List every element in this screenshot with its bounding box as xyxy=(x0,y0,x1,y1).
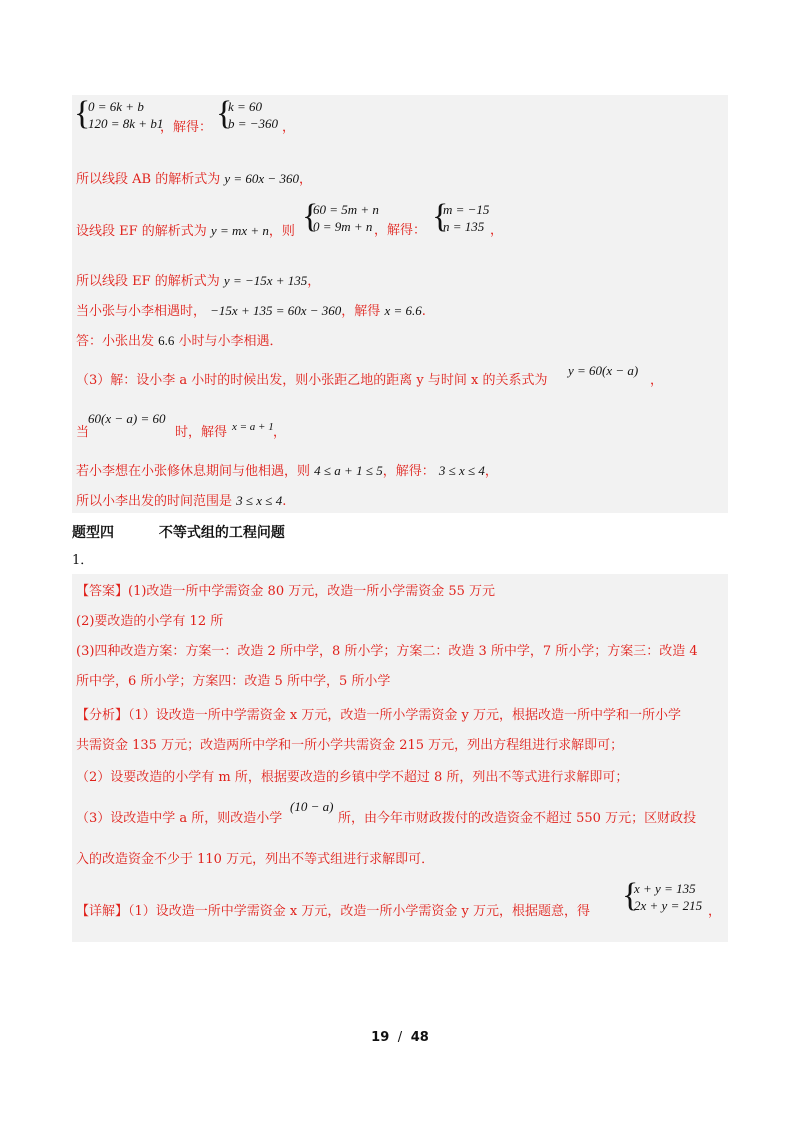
comma: ， xyxy=(650,373,664,388)
math: y = mx + n xyxy=(210,223,269,238)
equation-system-2 xyxy=(228,98,278,132)
page-number xyxy=(0,1030,800,1045)
math: y = 60(x − a) xyxy=(568,363,639,378)
answer-2: (2)要改造的小学有 12 所 xyxy=(76,614,224,629)
answer-1: 【答案】(1)改造一所中学需资金 80 万元，改造一所小学需资金 55 万元 xyxy=(76,584,496,599)
equation-system-3 xyxy=(313,201,379,235)
line-answer xyxy=(76,332,283,351)
brace-symbol: { xyxy=(302,198,319,235)
comma: ， xyxy=(273,425,287,440)
equation-system-1 xyxy=(88,98,163,132)
analysis-1a: 【分析】（1）设改造一所中学需资金 x 万元，改造一所小学需资金 y 万元，根据改造一所中学和一所小学 xyxy=(76,708,681,723)
math: 6.6 xyxy=(158,333,175,348)
line-ab xyxy=(76,170,312,189)
text: 小时与小李相遇． xyxy=(178,334,283,349)
comma: ， xyxy=(708,904,722,919)
solve-text: ，解得： xyxy=(160,120,213,135)
equation-line: 0 = 6k + b xyxy=(88,99,144,114)
text: 若小李想在小张修休息期间与他相遇，则 xyxy=(76,464,311,479)
brace-symbol: { xyxy=(216,95,233,132)
line-range xyxy=(76,492,286,511)
brace-symbol: { xyxy=(622,877,639,914)
text: 设线段 EF 的解析式为 xyxy=(76,224,207,239)
detail-text: 【详解】（1）设改造一所中学需资金 x 万元，改造一所小学需资金 y 万元，根据题意，得 xyxy=(76,904,590,919)
problem-number: 1． xyxy=(72,553,94,568)
current-page: 19 xyxy=(371,1030,390,1045)
equation-line: b = −360 xyxy=(228,116,279,131)
equation-line: 0 = 9m + n xyxy=(313,219,373,234)
total-pages: 48 xyxy=(410,1030,429,1045)
math: (10 − a) xyxy=(290,799,334,814)
text: 所以线段 AB 的解析式为 xyxy=(76,172,221,187)
text: ，则 xyxy=(268,224,295,239)
text: ，解得 xyxy=(341,304,381,319)
text: 时，解得 xyxy=(175,425,228,440)
equation-line: 120 = 8k + b1 xyxy=(88,116,164,131)
math: y = −15x + 135 xyxy=(223,273,308,288)
equation-system-4 xyxy=(443,201,489,235)
comma: ， xyxy=(307,274,321,289)
equation-line: k = 60 xyxy=(228,99,263,114)
comma: ， xyxy=(282,120,296,135)
answer-3b: 所中学，6 所小学；方案四：改造 5 所中学，5 所小学 xyxy=(76,674,391,689)
brace-symbol: { xyxy=(432,198,449,235)
period: . xyxy=(282,494,287,509)
analysis-3b: 入的改造资金不少于 110 万元，列出不等式组进行求解即可． xyxy=(76,852,435,867)
equation-line: 60 = 5m + n xyxy=(313,202,379,217)
math: 60(x − a) = 60 xyxy=(88,411,166,426)
text: 答：小张出发 xyxy=(76,334,155,349)
math: 3 ≤ x ≤ 4 xyxy=(236,493,283,508)
page-separator: / xyxy=(397,1030,403,1045)
line-part3 xyxy=(76,372,548,390)
comma: ， xyxy=(484,464,498,479)
equation-line: x + y = 135 xyxy=(634,881,696,896)
line-meet xyxy=(76,302,426,321)
period: . xyxy=(421,304,426,319)
line-ef xyxy=(76,272,320,291)
math: 3 ≤ x ≤ 4 xyxy=(438,463,485,478)
equation-system-5 xyxy=(634,880,702,914)
section-heading xyxy=(72,522,285,542)
math: x = 6.6 xyxy=(384,303,422,318)
analysis-3a-2: 所，由今年市财政拨付的改造资金不超过 550 万元；区财政投 xyxy=(338,811,697,826)
line-set-ef xyxy=(76,222,295,241)
equation-line: m = −15 xyxy=(443,202,490,217)
equation-line: 2x + y = 215 xyxy=(634,898,703,913)
solve-text: ，解得： xyxy=(374,223,427,238)
section-title: 不等式组的工程问题 xyxy=(158,525,285,541)
brace-symbol: { xyxy=(74,95,91,132)
text: 当小张与小李相遇时， xyxy=(76,304,207,319)
text: 当 xyxy=(76,425,90,440)
comma: ， xyxy=(490,223,504,238)
analysis-1b: 共需资金 135 万元；改造两所中学和一所小学共需资金 215 万元，列出方程组进行求解即可； xyxy=(76,738,624,753)
section-label: 题型四 xyxy=(72,525,114,541)
text: 所以线段 EF 的解析式为 xyxy=(76,274,220,289)
analysis-3a-1: （3）设改造中学 a 所，则改造小学 xyxy=(76,811,283,826)
answer-3a: (3)四种改造方案：方案一：改造 2 所中学，8 所小学；方案二：改造 3 所中学，7 所小学；方案三：改造 4 xyxy=(76,644,698,659)
analysis-2: （2）设要改造的小学有 m 所，根据要改造的乡镇中学不超过 8 所，列出不等式进行求解即可； xyxy=(76,770,629,785)
comma: ， xyxy=(298,172,312,187)
math: 4 ≤ a + 1 ≤ 5 xyxy=(314,463,383,478)
equation-line: n = 135 xyxy=(443,219,485,234)
math: y = 60x − 360 xyxy=(224,171,299,186)
text: （3）解：设小李 a 小时的时候出发，则小张距乙地的距离 y 与时间 x 的关系式为 xyxy=(76,373,548,388)
math: x = a + 1 xyxy=(232,421,274,433)
text: ，解得： xyxy=(382,464,435,479)
text: 所以小李出发的时间范围是 xyxy=(76,494,233,509)
line-if xyxy=(76,462,498,481)
math: −15x + 135 = 60x − 360 xyxy=(210,303,342,318)
